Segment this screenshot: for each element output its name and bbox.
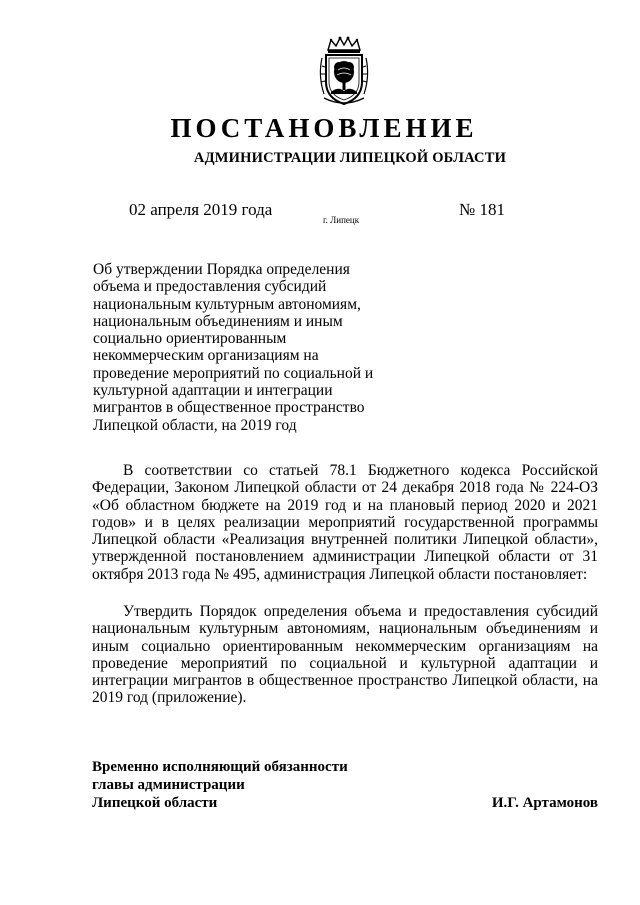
- signatory-position-line: Временно исполняющий обязанности: [92, 759, 348, 775]
- signature-block: [92, 758, 598, 812]
- signatory-name: И.Г. Артамонов: [491, 795, 598, 811]
- subject-line: Об утверждении Порядка определения: [93, 261, 350, 278]
- document-subject: [93, 261, 393, 434]
- body-paragraph-resolution: Утвердить Порядок определения объема и предоставления субсидий национальным культурным автономиям, национальным объединениям и иным социально ориентированным некоммерческим организациям на проведение мероприятий по социальной и культурной адаптации и интеграции мигрантов в общественное пространство Липецкой области, на 2019 год (приложение).: [92, 603, 598, 707]
- issuing-authority: АДМИНИСТРАЦИИ ЛИПЕЦКОЙ ОБЛАСТИ: [193, 150, 507, 166]
- subject-line: национальным объединениям и иным: [93, 312, 343, 330]
- document-number: № 181: [459, 200, 505, 219]
- subject-line: мигрантов в общественное пространство: [93, 399, 365, 417]
- subject-line: Липецкой области, на 2019 год: [93, 416, 297, 434]
- subject-line: социально ориентированным: [93, 330, 287, 348]
- signatory-position-line: Липецкой области: [92, 795, 218, 811]
- document-date: 02 апреля 2019 года: [129, 200, 273, 219]
- lipetsk-coat-of-arms-icon: [316, 36, 372, 108]
- signatory-position-line: главы администрации: [92, 777, 245, 793]
- body-paragraph-preamble: В соответствии со статьей 78.1 Бюджетного кодекса Российской Федерации, Законом Липецкой области от 24 декабря 2018 года № 224-ОЗ «Об областном бюджете на 2019 год и на плановый период 2020 и 2021 годов» и в целях реализации мероприятий государственной программы Липецкой области «Реализация внутренней политики Липецкой области», утвержденной постановлением администрации Липецкой области от 31 октября 2013 года № 495, администрация Липецкой области постановляет:: [92, 462, 598, 583]
- document-title: ПОСТАНОВЛЕНИЕ: [170, 113, 478, 143]
- document-city: г. Липецк: [323, 215, 360, 225]
- subject-line: проведение мероприятий по социальной и: [93, 364, 374, 382]
- subject-line: объема и предоставления субсидий: [93, 278, 327, 296]
- subject-line: некоммерческим организациям на: [93, 347, 319, 365]
- subject-line: культурной адаптации и интеграции: [93, 382, 333, 400]
- subject-line: национальным культурным автономиям,: [93, 295, 361, 313]
